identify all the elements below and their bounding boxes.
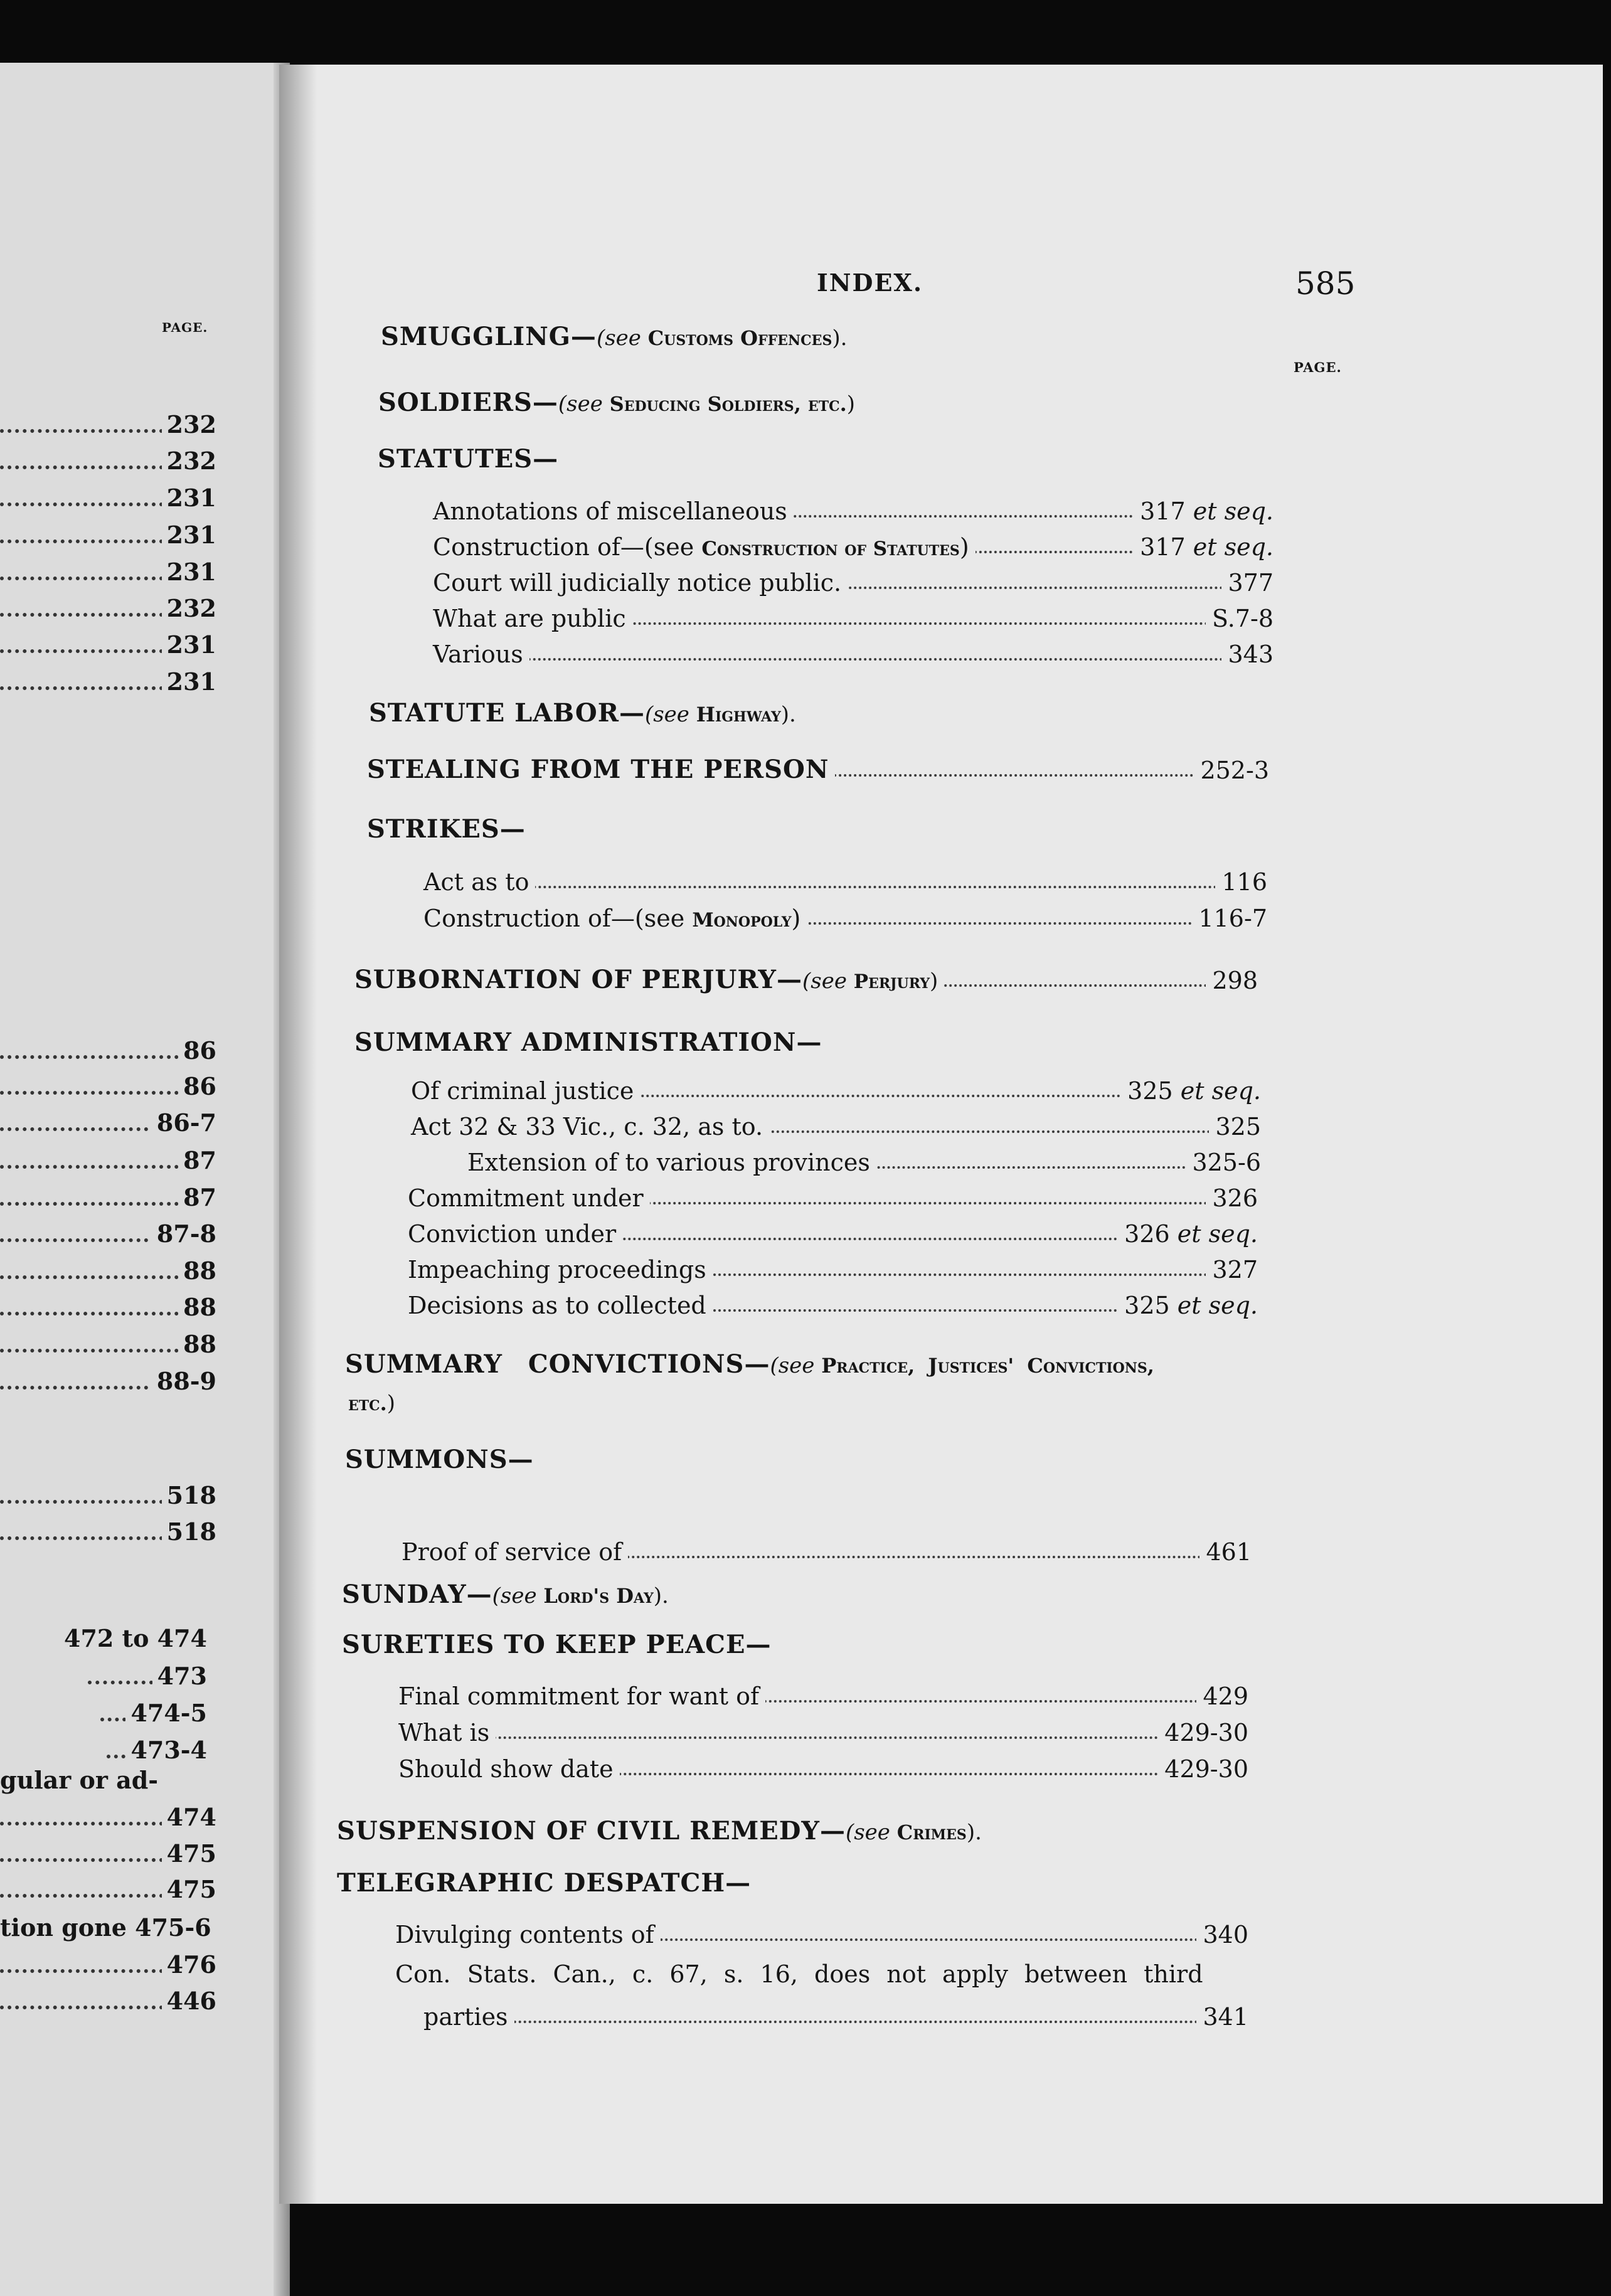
entry-telegraphic-divulging: Divulging contents of 340 (395, 1921, 1248, 1948)
left-page-number: 231 (162, 558, 216, 586)
left-page-number: 88 (178, 1293, 216, 1321)
entry-sureties-date: Should show date 429-30 (398, 1755, 1248, 1783)
entry-summary-impeaching: Impeaching proceedings 327 (408, 1256, 1258, 1284)
left-page-number: 518 (162, 1517, 216, 1546)
left-page-label: PAGE. (162, 320, 208, 335)
left-page-number: 231 (162, 484, 216, 512)
entry-strikes-construction: Construction of—(see Monopoly) 116-7 (423, 905, 1267, 932)
left-page-row (0, 1331, 216, 1358)
left-page-number: 231 (162, 667, 216, 696)
left-page-row (0, 1147, 216, 1174)
left-page-number: 475 (162, 1875, 216, 1903)
left-page-number: 232 (162, 594, 216, 622)
left-page-number: 87-8 (152, 1220, 216, 1248)
entry-statutes-court-notice: Court will judicially notice public. 377 (433, 569, 1273, 597)
left-page-number: 473 (152, 1662, 207, 1690)
left-page-row (0, 1987, 216, 2015)
left-page-row (0, 1220, 216, 1248)
left-page-row (0, 1804, 216, 1831)
dot-leader (423, 886, 1267, 888)
left-page-number: 231 (162, 630, 216, 659)
entry-summary-criminal-justice: Of criminal justice 325 et seq. (411, 1077, 1261, 1105)
heading-sureties: SURETIES TO KEEP PEACE— (342, 1630, 772, 1659)
heading-statute-labor: STATUTE LABOR—(see Highway). (369, 698, 796, 728)
entry-summary-commitment: Commitment under 326 (408, 1184, 1258, 1212)
index-page (279, 65, 1603, 2204)
heading-suspension: SUSPENSION OF CIVIL REMEDY—(see Crimes). (337, 1816, 982, 1846)
entry-telegraphic-stats: Con. Stats. Can., c. 67, s. 16, does not apply between third (395, 1960, 1203, 1988)
entry-telegraphic-parties: parties 341 (423, 2003, 1248, 2031)
dot-leader (398, 1736, 1248, 1739)
entry-summary-act: Act 32 & 33 Vic., c. 32, as to. 325 (411, 1113, 1261, 1140)
entry-subornation: SUBORNATION OF PERJURY—(see Perjury) 298 (354, 965, 1258, 994)
left-page-row (0, 1662, 207, 1690)
entry-statutes-annotations: Annotations of miscellaneous 317 et seq. (433, 497, 1273, 525)
left-fragment-irregular: gular or ad- (0, 1766, 159, 1794)
left-page-row (0, 1257, 216, 1285)
running-title: INDEX. (817, 268, 923, 297)
left-page-row (0, 1518, 216, 1546)
left-page-row (0, 1368, 216, 1395)
left-page-row (0, 1625, 207, 1652)
heading-summary-administration: SUMMARY ADMINISTRATION— (354, 1028, 822, 1057)
left-page-row (0, 1294, 216, 1321)
left-page-row (0, 595, 216, 622)
left-page-number: 473-4 (125, 1736, 207, 1764)
left-page-row (0, 1736, 207, 1764)
left-page-row (0, 668, 216, 696)
left-page-number: 474-5 (125, 1699, 207, 1727)
entry-strikes-act: Act as to 116 (423, 868, 1267, 896)
left-page-row (0, 1184, 216, 1211)
left-page-row (0, 1073, 216, 1100)
left-page-number: 475 (162, 1839, 216, 1868)
left-facing-page (0, 63, 290, 2296)
entry-statutes-construction: Construction of—(see Construction of Statutes) 317 et seq. (433, 533, 1273, 561)
heading-smuggling: SMUGGLING—(see Customs Offences). (381, 322, 848, 351)
left-page-number: 231 (162, 521, 216, 549)
left-page-row (0, 1699, 207, 1727)
entry-summary-conviction: Conviction under 326 et seq. (408, 1220, 1258, 1248)
left-page-number: 232 (162, 447, 216, 475)
entry-stealing: STEALING FROM THE PERSON 252-3 (367, 755, 1269, 784)
left-page-row (0, 558, 216, 586)
left-page-number: 446 (162, 1987, 216, 2015)
page-shadow (279, 65, 317, 2204)
left-page-row (0, 1876, 216, 1903)
left-page-number: 88 (178, 1257, 216, 1285)
heading-summary-convictions: SUMMARY CONVICTIONS—(see Practice, Justices' Convictions, (345, 1349, 1154, 1379)
left-page-row (0, 521, 216, 549)
left-page-row (0, 1037, 216, 1065)
heading-summary-convictions-cont: etc.) (348, 1391, 396, 1416)
dot-leader (433, 658, 1273, 661)
entry-sureties-what: What is 429-30 (398, 1719, 1248, 1746)
left-page-number: 86 (178, 1036, 216, 1065)
left-page-row (0, 484, 216, 512)
heading-strikes: STRIKES— (367, 814, 526, 844)
heading-statutes: STATUTES— (378, 444, 559, 474)
left-page-number: 472 to 474 (59, 1624, 207, 1652)
entry-sureties-final: Final commitment for want of 429 (398, 1682, 1248, 1710)
entry-summary-extension: Extension of to various provinces 325-6 (467, 1149, 1261, 1176)
entry-statutes-various: Various 343 (433, 640, 1273, 668)
left-page-number: 476 (162, 1950, 216, 1979)
left-page-number: 518 (162, 1481, 216, 1509)
left-page-row (0, 1482, 216, 1509)
left-page-number: 474 (162, 1803, 216, 1831)
page-number: 585 (1295, 265, 1356, 302)
left-page-row (0, 631, 216, 659)
page-column-label: PAGE. (1294, 359, 1342, 375)
left-page-row (0, 411, 216, 438)
left-page-row (0, 1951, 216, 1979)
heading-soldiers: SOLDIERS—(see Seducing Soldiers, etc.) (378, 388, 856, 417)
left-page-number: 232 (162, 410, 216, 438)
left-page-number: 88-9 (152, 1367, 216, 1395)
heading-sunday: SUNDAY—(see Lord's Day). (342, 1580, 669, 1609)
left-page-number: 87 (178, 1146, 216, 1174)
left-fragment-action-gone: tion gone 475-6 (0, 1913, 211, 1942)
dot-leader (423, 2021, 1248, 2023)
entry-summary-decisions: Decisions as to collected 325 et seq. (408, 1292, 1258, 1319)
left-page-number: 86 (178, 1072, 216, 1100)
left-page-number: 86-7 (152, 1108, 216, 1137)
entry-statutes-what-public: What are public S.7-8 (433, 605, 1273, 632)
left-page-number: 87 (178, 1183, 216, 1211)
left-page-row (0, 1840, 216, 1868)
left-page-number: 88 (178, 1330, 216, 1358)
left-page-row (0, 1109, 216, 1137)
left-page-row (0, 447, 216, 475)
entry-summons-proof: Proof of service of 461 (401, 1538, 1252, 1566)
heading-telegraphic: TELEGRAPHIC DESPATCH— (337, 1868, 752, 1898)
heading-summons: SUMMONS— (345, 1445, 534, 1474)
